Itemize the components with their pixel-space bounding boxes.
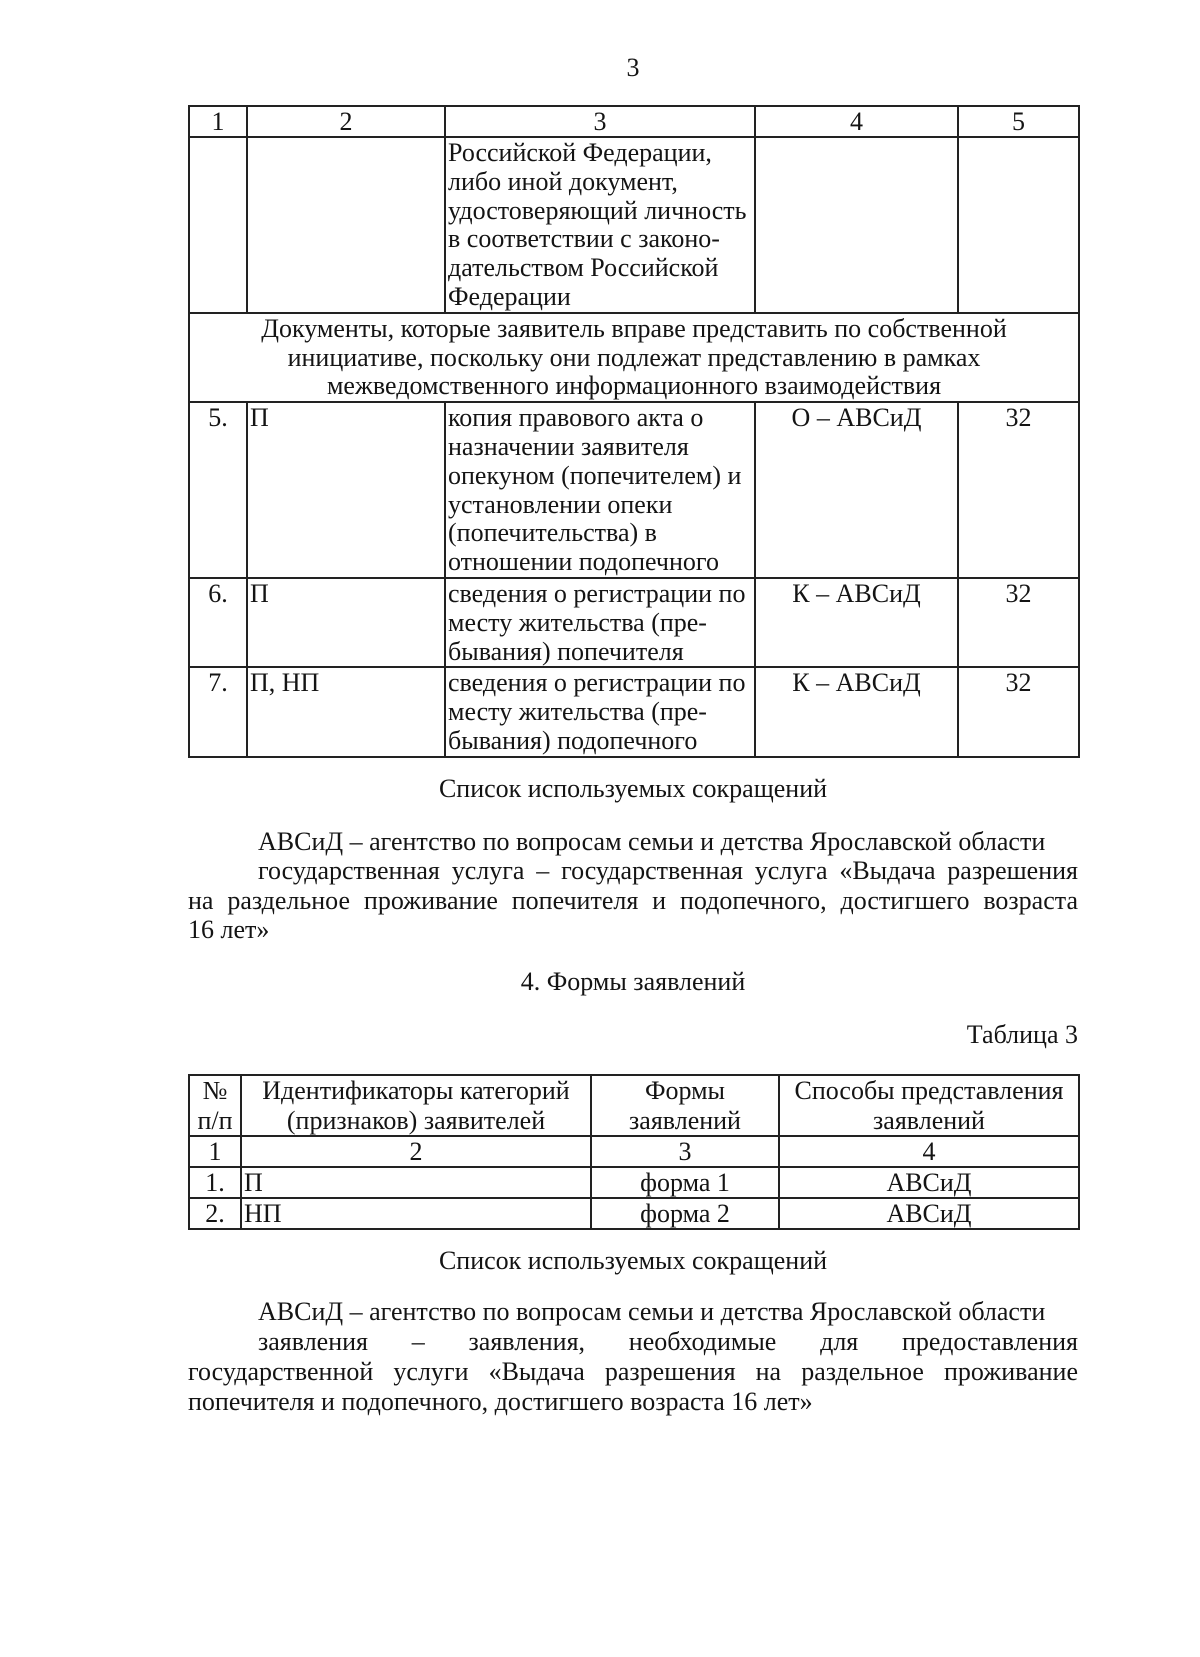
cell-line: удостоверяющий личность (448, 195, 747, 225)
category-cell: НП (241, 1198, 591, 1229)
application-forms-table (188, 1074, 1080, 1230)
column-number-cell: 3 (591, 1136, 779, 1167)
abbreviation-line (188, 1297, 1078, 1327)
abbreviation-line (188, 886, 1078, 915)
cell-line: сведения о регистрации по (448, 668, 746, 698)
cell-line: месту жительства (пре- (448, 607, 707, 637)
abbreviation-text: попечителя и подопечного, достигшего возраста 16 лет» (188, 1387, 813, 1416)
category-cell: П (247, 578, 445, 667)
col5-cell: 32 (958, 578, 1079, 667)
table-header-row (189, 1075, 1079, 1136)
form-cell: форма 1 (591, 1167, 779, 1198)
abbreviation-line (188, 856, 1078, 885)
abbreviation-text: АВСиД – агентство по вопросам семьи и детства Ярославской области (258, 1297, 1046, 1326)
header-line: Идентификаторы категорий (262, 1076, 570, 1105)
header-cell (779, 1075, 1079, 1136)
document-cell (445, 667, 755, 756)
header-line: Способы представления (794, 1076, 1064, 1105)
abbreviation-text: АВСиД – агентство по вопросам семьи и детства Ярославской области (258, 827, 1046, 856)
row-number-cell: 1. (189, 1167, 241, 1198)
header-cell: 1 (189, 106, 247, 137)
header-cell: 2 (247, 106, 445, 137)
abbreviation-text: государственной услуги «Выдача разрешения на раздельное проживание (188, 1357, 1078, 1386)
header-cell: 5 (958, 106, 1079, 137)
abbreviation-line (188, 915, 1078, 944)
category-cell: П (247, 402, 445, 578)
header-line: (признаков) заявителей (286, 1105, 546, 1135)
cell-line: инициативе, поскольку они подлежат представлению в рамках (287, 342, 981, 372)
col4-cell: К – АВСиД (755, 667, 958, 756)
page-number: 3 (626, 53, 640, 82)
table-header-row (189, 106, 1079, 137)
cell-line: дательством Российской (448, 253, 719, 283)
documents-table (188, 105, 1080, 758)
header-cell (189, 1075, 241, 1136)
column-numbers-row (189, 1136, 1079, 1167)
table-row (189, 667, 1079, 756)
row-number-cell: 5. (189, 402, 247, 578)
abbreviations-title: Список используемых сокращений (438, 774, 828, 803)
header-line: заявлений (629, 1105, 741, 1135)
table-row (189, 137, 1079, 313)
header-line: № (202, 1076, 228, 1105)
cell-line: либо иной документ, (448, 166, 678, 196)
category-cell: П (241, 1167, 591, 1198)
header-cell (241, 1075, 591, 1136)
row-number-cell: 6. (189, 578, 247, 667)
cell-line: межведомственного информационного взаимодействия (326, 371, 942, 401)
table-row (189, 578, 1079, 667)
col4-cell: К – АВСиД (755, 578, 958, 667)
cell-line: бывания) подопечного (448, 725, 698, 755)
column-number-cell: 4 (779, 1136, 1079, 1167)
header-cell: 3 (445, 106, 755, 137)
col5-cell: 32 (958, 667, 1079, 756)
cell-line: назначении заявителя (448, 431, 689, 461)
abbreviation-line (188, 1357, 1078, 1387)
col5-cell: 32 (958, 402, 1079, 578)
empty-cell (247, 137, 445, 313)
section-row (189, 313, 1079, 402)
cell-line: отношении подопечного (448, 547, 719, 577)
table-row (189, 1198, 1079, 1229)
header-cell: 4 (755, 106, 958, 137)
header-line: Формы (644, 1076, 726, 1105)
empty-cell (755, 137, 958, 313)
abbreviation-text: государственная услуга – государственная услуга «Выдача разрешения (258, 856, 1078, 886)
col4-cell: О – АВСиД (755, 402, 958, 578)
document-cell (445, 578, 755, 667)
submission-method-cell: АВСиД (779, 1198, 1079, 1229)
cell-line: месту жительства (пре- (448, 697, 707, 727)
abbreviation-text: 16 лет» (188, 915, 270, 945)
abbreviation-text: на раздельное проживание попечителя и подопечного, достигшего возраста (188, 885, 1078, 915)
submission-method-cell: АВСиД (779, 1167, 1079, 1198)
abbreviation-text: заявления – заявления, необходимые для предоставления (258, 1327, 1078, 1356)
cell-line: Российской Федерации, (448, 138, 712, 167)
column-number-cell: 1 (189, 1136, 241, 1167)
abbreviation-line (188, 1387, 1078, 1417)
document-cell (445, 402, 755, 578)
table-caption: Таблица 3 (966, 1020, 1078, 1049)
abbreviation-line (188, 827, 1078, 856)
table-row (189, 402, 1079, 578)
cell-line: сведения о регистрации по (448, 578, 746, 608)
row-number-cell: 7. (189, 667, 247, 756)
table-row (189, 1167, 1079, 1198)
empty-cell (189, 137, 247, 313)
section-title: 4. Формы заявлений (520, 967, 746, 996)
document-cell (445, 137, 755, 313)
section-heading-cell (189, 313, 1079, 402)
cell-line: бывания) попечителя (448, 636, 684, 666)
cell-line: копия правового акта о (448, 403, 704, 433)
cell-line: в соответствии с законо- (448, 224, 720, 254)
category-cell: П, НП (247, 667, 445, 756)
header-line: заявлений (873, 1105, 985, 1135)
abbreviations-list (188, 827, 1078, 945)
cell-line: (попечительства) в (448, 518, 657, 548)
header-cell (591, 1075, 779, 1136)
abbreviation-line (188, 1327, 1078, 1357)
row-number-cell: 2. (189, 1198, 241, 1229)
cell-line: опекуном (попечителем) и (448, 460, 742, 490)
form-cell: форма 2 (591, 1198, 779, 1229)
abbreviations-list (188, 1297, 1078, 1417)
column-number-cell: 2 (241, 1136, 591, 1167)
header-line: п/п (197, 1105, 233, 1135)
empty-cell (958, 137, 1079, 313)
cell-line: Документы, которые заявитель вправе представить по собственной (261, 313, 1007, 343)
abbreviations-title: Список используемых сокращений (438, 1246, 828, 1275)
cell-line: Федерации (448, 281, 571, 311)
cell-line: установлении опеки (448, 489, 673, 519)
